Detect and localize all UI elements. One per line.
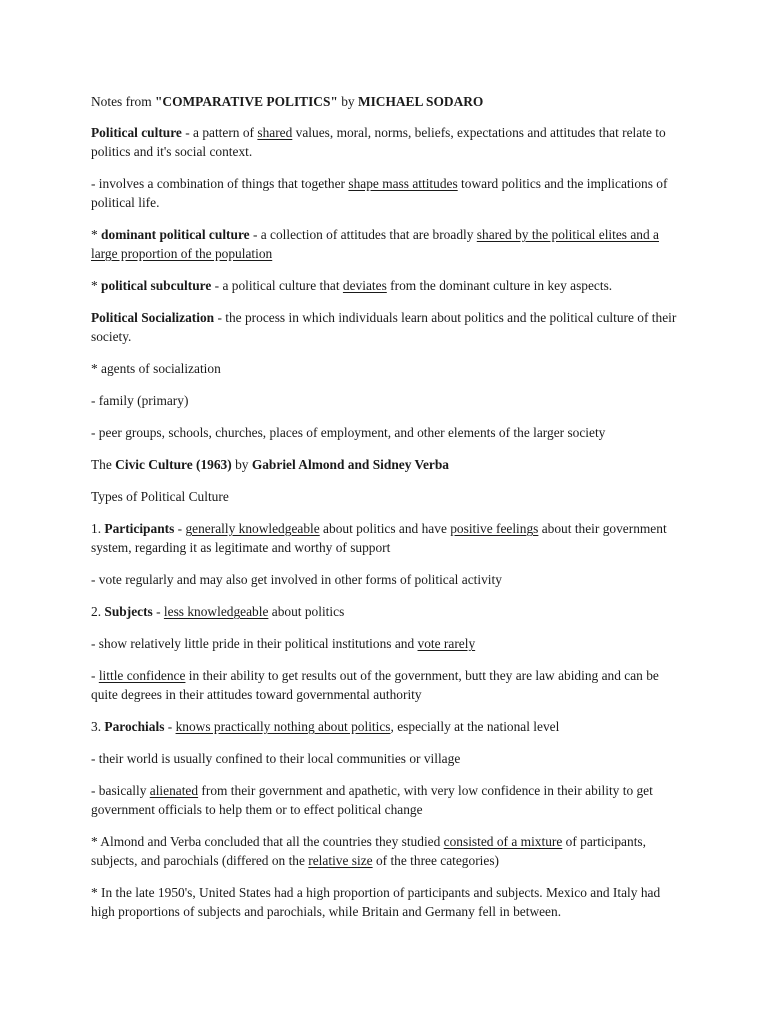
text-run: * — [91, 227, 102, 242]
text-run: * agents of socialization — [91, 361, 221, 376]
text-run: - peer groups, schools, churches, places of employment, and other elements of the larger society — [91, 425, 606, 440]
paragraph-socialization — [91, 308, 681, 346]
text-run: Notes from — [91, 94, 155, 109]
paragraph-parochials — [91, 717, 681, 736]
bold-term: political subculture — [101, 278, 212, 293]
text-run: * In the late 1950's, United States had a high proportion of participants and subjects. Mexico and Italy had high proportions of subjects and parochials, while Britain and Germany fell in between. — [91, 885, 661, 919]
text-run: - their world is usually confined to their local communities or village — [91, 751, 461, 766]
text-run: - a collection of attitudes that are broadly — [249, 227, 477, 242]
text-run: about politics — [268, 604, 345, 619]
paragraph-subjects — [91, 602, 681, 621]
paragraph-subjects-confidence — [91, 666, 681, 704]
underlined-phrase: shape mass attitudes — [348, 176, 458, 191]
text-run: by — [337, 94, 358, 109]
underlined-phrase: shared — [257, 125, 293, 140]
bold-term: Political Socialization — [91, 310, 215, 325]
paragraph-mixture-conclusion — [91, 832, 681, 870]
text-run: 3. — [91, 719, 105, 734]
text-run: - — [174, 521, 186, 536]
underlined-phrase: shared by the political elites and a large proportion of the population — [91, 227, 659, 261]
text-run: - the process in which individuals learn about politics and the political culture of their society. — [91, 310, 677, 344]
underlined-phrase: vote rarely — [417, 636, 476, 651]
bold-term: Participants — [104, 521, 175, 536]
bold-term: Political culture — [91, 125, 182, 140]
underlined-phrase: deviates — [342, 278, 387, 293]
bold-term: Parochials — [104, 719, 165, 734]
paragraph-types-heading — [91, 487, 681, 506]
text-run: - — [152, 604, 164, 619]
paragraph-dominant-culture — [91, 225, 681, 263]
text-run: - show relatively little pride in their political institutions and — [91, 636, 418, 651]
paragraph-participants-vote — [91, 570, 681, 589]
text-run: - basically — [91, 783, 150, 798]
bold-term: Gabriel Almond and Sidney Verba — [251, 457, 450, 472]
text-run: of participants, subjects, and parochials (differed on the — [91, 834, 646, 868]
underlined-phrase: generally knowledgeable — [185, 521, 320, 536]
text-run: toward politics and the implications of political life. — [91, 176, 668, 210]
text-run: of the three categories) — [372, 853, 499, 868]
paragraph-participants — [91, 519, 681, 557]
text-run: , especially at the national level — [390, 719, 560, 734]
text-run: in their ability to get results out of the government, butt they are law abiding and can be quite degrees in their attitudes toward governmental authority — [91, 668, 659, 702]
text-run: from the dominant culture in key aspects. — [386, 278, 613, 293]
paragraph-1950s-comparison — [91, 883, 681, 921]
text-run: about politics and have — [319, 521, 451, 536]
paragraph-political-culture — [91, 123, 681, 161]
text-run: - family (primary) — [91, 393, 189, 408]
text-run: Types of Political Culture — [91, 489, 229, 504]
underlined-phrase: less knowledgeable — [163, 604, 269, 619]
text-run: 1. — [91, 521, 105, 536]
document-body — [91, 92, 681, 934]
paragraph-subculture — [91, 276, 681, 295]
underlined-phrase: little confidence — [98, 668, 186, 683]
text-run: - a pattern of — [181, 125, 258, 140]
text-run: * — [91, 278, 102, 293]
underlined-phrase: relative size — [308, 853, 373, 868]
paragraph-subjects-pride — [91, 634, 681, 653]
paragraph-peer-groups — [91, 423, 681, 442]
text-run: about their government system, regarding it as legitimate and worthy of support — [91, 521, 667, 555]
text-run: by — [231, 457, 252, 472]
bold-term: "COMPARATIVE POLITICS" — [154, 94, 338, 109]
text-run: 2. — [91, 604, 105, 619]
paragraph-civic-culture — [91, 455, 681, 474]
text-run: - a political culture that — [211, 278, 343, 293]
text-run: - vote regularly and may also get involved in other forms of political activity — [91, 572, 502, 587]
bold-term: MICHAEL SODARO — [357, 94, 484, 109]
underlined-phrase: alienated — [149, 783, 199, 798]
text-run: The — [91, 457, 116, 472]
document-title — [91, 92, 681, 111]
text-run: - — [164, 719, 176, 734]
bold-term: dominant political culture — [101, 227, 250, 242]
paragraph-mass-attitudes — [91, 174, 681, 212]
bold-term: Civic Culture (1963) — [115, 457, 232, 472]
text-run: - involves a combination of things that together — [91, 176, 349, 191]
underlined-phrase: knows practically nothing about politics — [175, 719, 391, 734]
paragraph-parochials-world — [91, 749, 681, 768]
text-run: - — [91, 668, 99, 683]
bold-term: Subjects — [104, 604, 153, 619]
paragraph-parochials-alienated — [91, 781, 681, 819]
text-run: values, moral, norms, beliefs, expectations and attitudes that relate to politics and it's social context. — [91, 125, 666, 159]
paragraph-agents — [91, 359, 681, 378]
underlined-phrase: consisted of a mixture — [443, 834, 563, 849]
text-run: from their government and apathetic, with very low confidence in their ability to get government officials to help them or to effect political change — [91, 783, 653, 817]
text-run: * Almond and Verba concluded that all the countries they studied — [91, 834, 444, 849]
underlined-phrase: positive feelings — [450, 521, 539, 536]
paragraph-family — [91, 391, 681, 410]
